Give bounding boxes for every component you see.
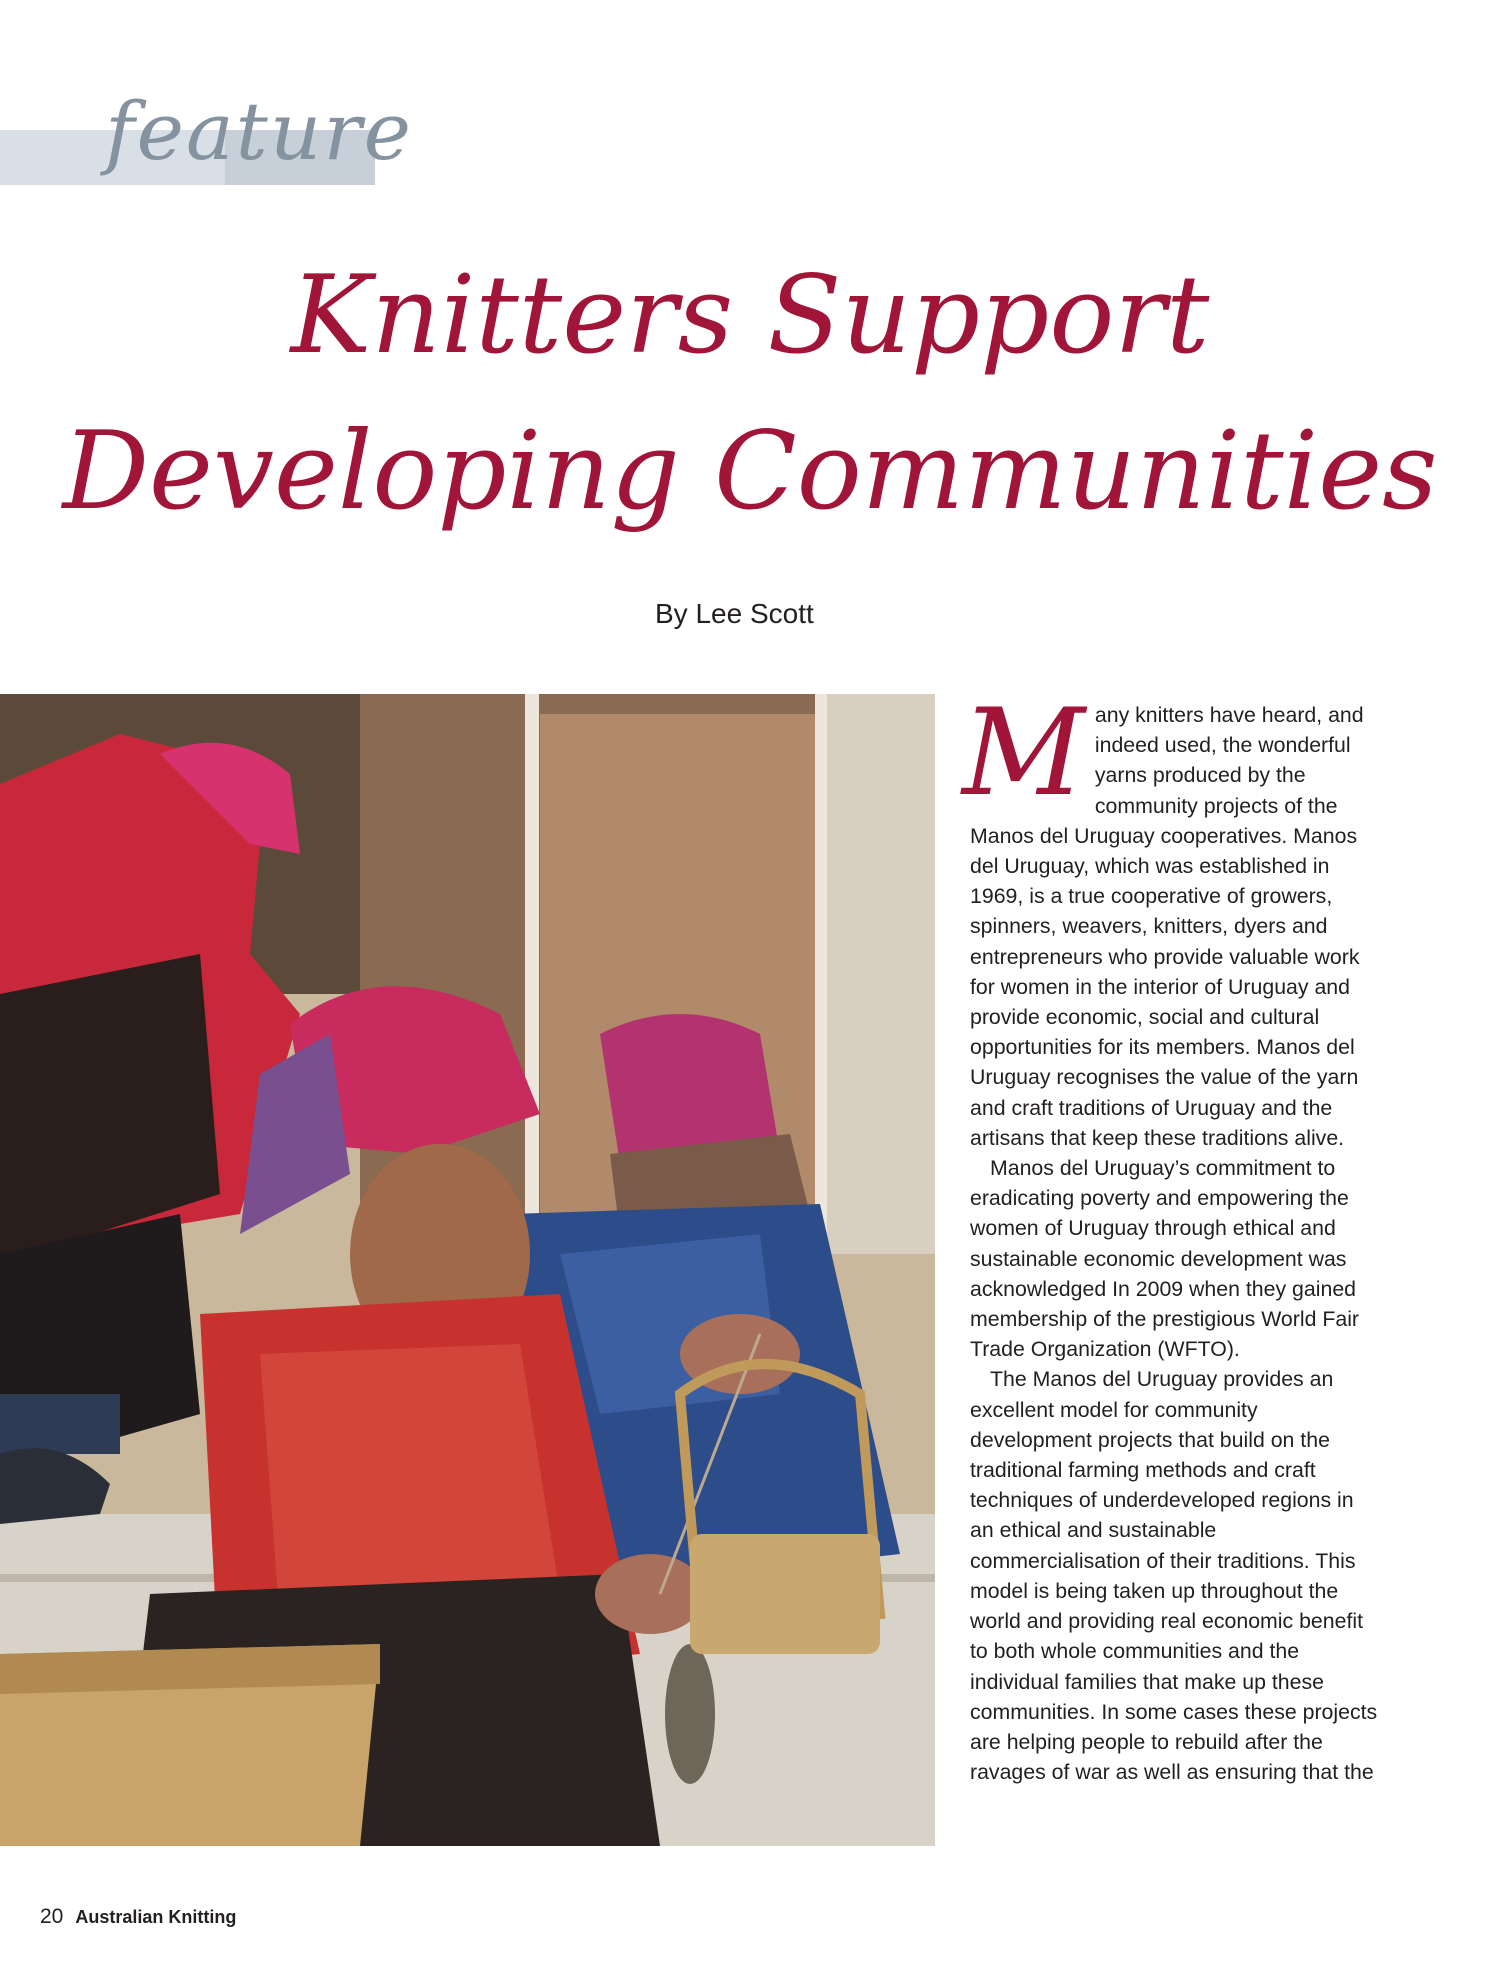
page-footer	[40, 1905, 236, 1929]
article-body	[962, 684, 1380, 1787]
headline-line-2: Developing Communities	[62, 409, 1438, 534]
article-paragraph-3: The Manos del Uruguay provides an excellent model for community development projects that build on the traditional farming methods and craft techniques of underdeveloped regions in an ethical and sustainable commercialisation of their traditions. This model is being taken up throughout the world and providing real economic benefit to both whole communities and the individual families that make up these communities. In some cases these projects are helping people to rebuild after the ravages of war as well as ensuring that the	[970, 1367, 1378, 1785]
headline-line-1: Knitters Support	[290, 253, 1210, 378]
page-number: 20	[40, 1905, 64, 1928]
photo-icon	[0, 694, 935, 1846]
publication-name: Australian Knitting	[75, 1907, 237, 1927]
article-photo	[0, 694, 935, 1846]
byline: By Lee Scott	[655, 598, 814, 629]
drop-cap: M	[962, 684, 1085, 823]
article-paragraph-2: Manos del Uruguay’s commitment to eradicating poverty and empowering the women of Uruguay through ethical and sustainable economic development was acknowledged In 2009 when they gained membership of the prestigious World Fair Trade Organization (WFTO).	[970, 1156, 1360, 1362]
section-label: feature	[105, 85, 413, 178]
article-paragraph-1: Many knitters have heard, and indeed used, the wonderful yarns produced by the community projects of the Manos del Uruguay cooperatives. Manos del Uruguay, which was established in 1969, is a true cooperative of growers, spinners, weavers, knitters, dyers and entrepreneurs who provide valuable work for women in the interior of Uruguay and provide economic, social and cultural opportunities for its members. Manos del Uruguay recognises the value of the yarn and craft traditions of Uruguay and the artisans that keep these traditions alive.	[962, 684, 1364, 1150]
